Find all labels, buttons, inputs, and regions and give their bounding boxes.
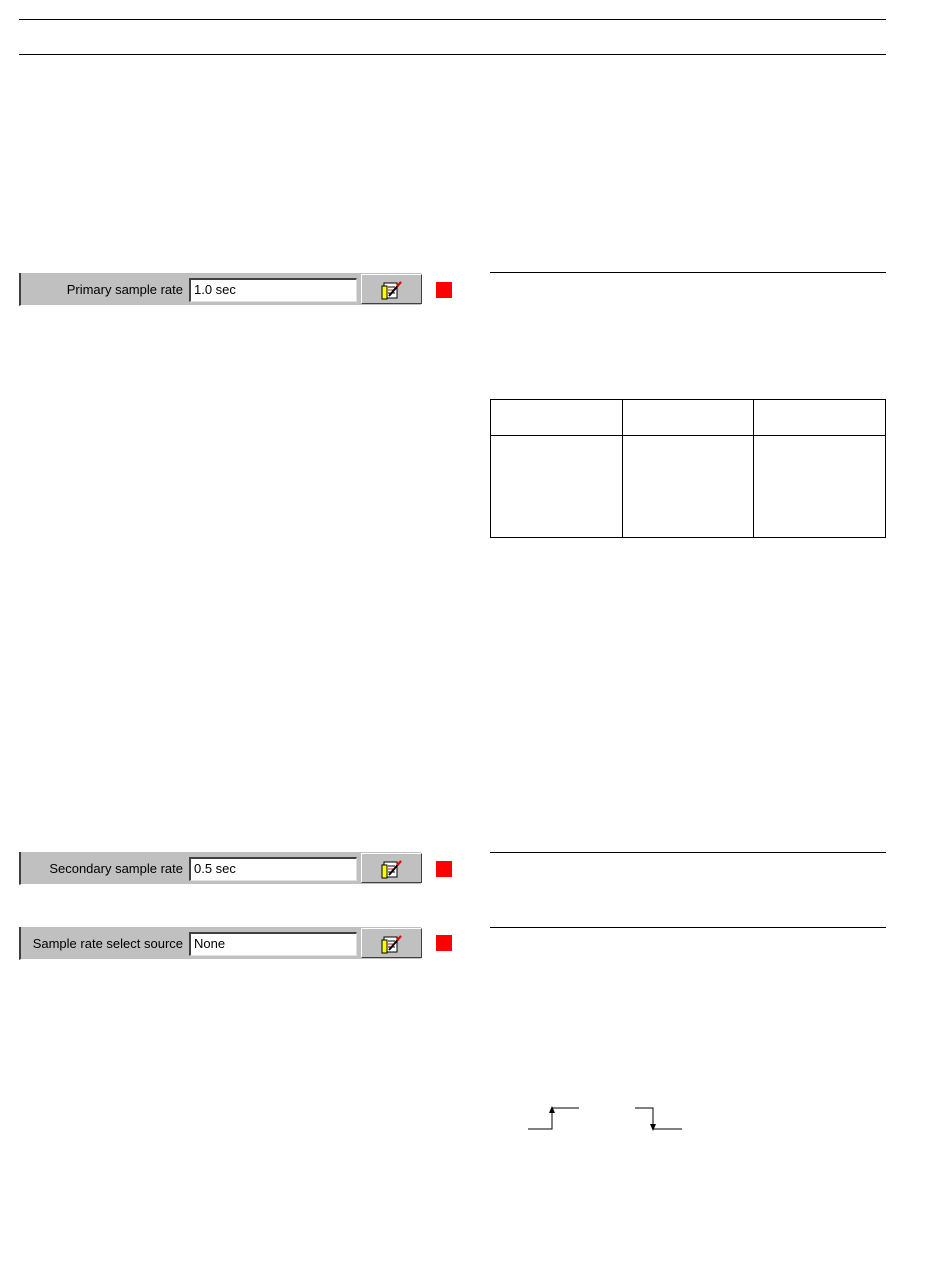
edit-properties-icon <box>381 858 403 880</box>
secondary-sample-rate-row <box>19 852 421 885</box>
required-marker <box>436 861 452 877</box>
required-marker <box>436 935 452 951</box>
primary-sample-rate-label: Primary sample rate <box>66 282 183 297</box>
table-header-cell <box>491 400 623 436</box>
section-rule-2 <box>490 852 886 853</box>
secondary-sample-rate-edit-button[interactable] <box>361 853 422 883</box>
falling-edge-icon <box>635 1108 682 1131</box>
header-rule-bottom <box>19 54 886 55</box>
header-rule-top <box>19 19 886 20</box>
sample-rate-select-source-input[interactable]: None <box>189 932 357 956</box>
section-rule-3 <box>490 927 886 928</box>
table-row <box>491 436 886 538</box>
primary-sample-rate-row <box>19 273 421 306</box>
secondary-sample-rate-input[interactable]: 0.5 sec <box>189 857 357 881</box>
table-header-cell <box>622 400 754 436</box>
info-table <box>490 399 886 538</box>
sample-rate-select-source-edit-button[interactable] <box>361 928 422 958</box>
primary-sample-rate-edit-button[interactable] <box>361 274 422 304</box>
edit-properties-icon <box>381 279 403 301</box>
sample-rate-select-source-label: Sample rate select source <box>32 936 183 951</box>
required-marker <box>436 282 452 298</box>
primary-sample-rate-input[interactable]: 1.0 sec <box>189 278 357 302</box>
table-cell <box>491 436 623 538</box>
edge-trigger-diagram <box>520 1100 690 1140</box>
section-rule-1 <box>490 272 886 273</box>
rising-edge-icon <box>528 1106 579 1129</box>
secondary-sample-rate-label: Secondary sample rate <box>49 861 183 876</box>
table-header-cell <box>754 400 886 436</box>
table-header-row <box>491 400 886 436</box>
table-cell <box>754 436 886 538</box>
sample-rate-select-source-row <box>19 927 421 960</box>
table-cell <box>622 436 754 538</box>
edit-properties-icon <box>381 933 403 955</box>
